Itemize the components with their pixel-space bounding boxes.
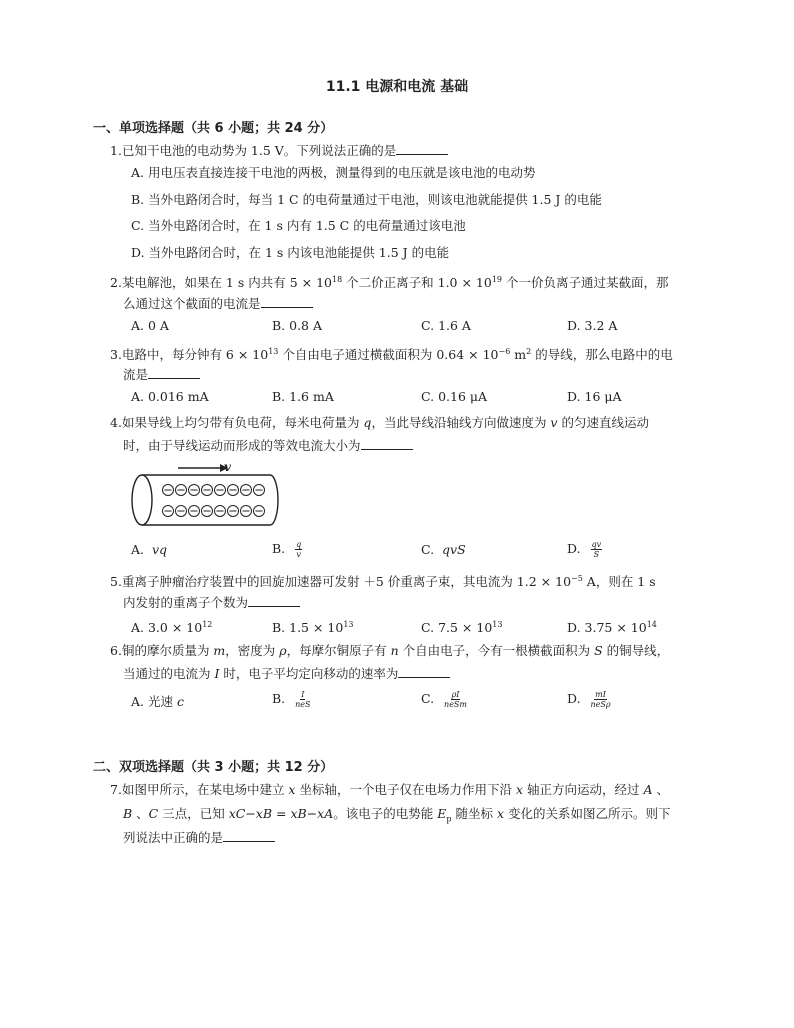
question-3-stem-line2: 流是 — [123, 367, 200, 383]
question-5-stem-line2: 内发射的重离子个数为 — [123, 595, 300, 611]
negative-charges-row-top — [163, 485, 265, 496]
question-7-stem-line2: B 、C 三点，已知 xC−xB = xB−xA。该电子的电势能 $E_p$ 随坐标 x 变化的关系如图乙所示。则下 — [123, 806, 671, 824]
answer-blank — [398, 666, 450, 678]
answer-blank — [248, 595, 300, 607]
question-6-stem: 6.铜的摩尔质量为 m，密度为 ρ，每摩尔铜原子有 n 个自由电子，今有一根横截面积为 S 的铜导线， — [110, 643, 670, 658]
question-5-option-b: B. $1.5 \times 10^{13}$ — [272, 620, 354, 636]
question-1-option-b: B. 当外电路闭合时，每当 1 C 的电荷量通过干电池，则该电池就能提供 1.5 J 的电能 — [131, 192, 602, 207]
question-3-option-a: A. 0.016 mA — [131, 389, 209, 404]
question-4-option-d: D. $\frac{qv}{S}$ — [567, 540, 602, 559]
question-6-stem-line2: 当通过的电流为 I 时，电子平均定向移动的速率为 — [123, 666, 450, 682]
question-3-stem: 3.电路中，每分钟有 $6 \times 10^{13}$ 个自由电子通过横截面积为 $0.64 \times 10^{-6}$ $m^2$ 的导线，那么电路中的电 — [110, 347, 673, 363]
question-5-stem: 5.重离子肿瘤治疗装置中的回旋加速器可发射 ＋5 价重离子束，其电流为 $1.2 \times 10^{-5}$ A，则在 1 s — [110, 574, 656, 590]
question-4-option-b: B. $\frac{q}{v}$ — [272, 540, 302, 559]
question-3-option-b: B. 1.6 mA — [272, 389, 334, 404]
answer-blank — [148, 367, 200, 379]
question-5-option-c: C. $7.5 \times 10^{13}$ — [421, 620, 503, 636]
question-4-option-a: A. vq — [131, 542, 168, 557]
question-3-option-c: C. 0.16 μA — [421, 389, 488, 404]
question-5-option-a: A. $3.0 \times 10^{12}$ — [131, 620, 213, 636]
question-7-stem: 7.如图甲所示，在某电场中建立 x 坐标轴，一个电子仅在电场力作用下沿 x 轴正方向运动，经过 A 、 — [110, 782, 669, 797]
question-1-option-c: C. 当外电路闭合时，在 1 s 内有 1.5 C 的电荷量通过该电池 — [131, 218, 466, 233]
answer-blank — [396, 143, 448, 155]
question-2-option-a: A. 0 A — [131, 318, 169, 333]
question-6-option-b: B. $\frac{I}{\text{neS}}$ — [272, 690, 311, 709]
question-6-option-d: D. $\frac{mI}{\text{neSρ}}$ — [567, 690, 611, 709]
section-heading-double-choice: 二、双项选择题（共 3 小题；共 12 分） — [93, 760, 334, 775]
velocity-label: v — [224, 461, 231, 474]
question-3-option-d: D. 16 μA — [567, 389, 622, 404]
answer-blank — [223, 830, 275, 842]
question-2-option-b: B. 0.8 A — [272, 318, 323, 333]
answer-blank — [261, 296, 313, 308]
wire-cylinder — [132, 475, 278, 525]
question-2-stem-line2: 么通过这个截面的电流是 — [123, 296, 313, 312]
velocity-arrow — [178, 464, 228, 472]
page-title: 11.1 电源和电流 基础 — [325, 79, 469, 95]
section-heading-single-choice: 一、单项选择题（共 6 小题；共 24 分） — [93, 121, 334, 136]
question-1-stem: 1.已知干电池的电动势为 1.5 V。下列说法正确的是 — [110, 143, 448, 159]
question-2-option-c: C. 1.6 A — [421, 318, 471, 333]
question-6-option-a: A. 光速 c — [131, 694, 184, 709]
question-7-stem-line3: 列说法中正确的是 — [123, 830, 275, 846]
answer-blank — [361, 438, 413, 450]
question-1-option-d: D. 当外电路闭合时，在 1 s 内该电池能提供 1.5 J 的电能 — [131, 245, 450, 260]
question-5-option-d: D. $3.75 \times 10^{14}$ — [567, 620, 657, 636]
question-2-option-d: D. 3.2 A — [567, 318, 618, 333]
question-2-stem: 2.某电解池，如果在 1 s 内共有 $5 \times 10^{18}$ 个二价正离子和 $1.0 \times 10^{19}$ 个一价负离子通过某截面，那 — [110, 275, 669, 291]
question-4-stem-line2: 时，由于导线运动而形成的等效电流大小为 — [123, 438, 413, 454]
question-4-stem: 4.如果导线上均匀带有负电荷，每米电荷量为 q，当此导线沿轴线方向做速度为 v 的匀速直线运动 — [110, 415, 649, 430]
question-4-option-c: C. qvS — [421, 542, 466, 557]
question-6-option-c: C. $\frac{\rho I}{\text{neSm}}$ — [421, 690, 467, 709]
charged-wire-figure — [128, 461, 288, 533]
question-1-option-a: A. 用电压表直接连接干电池的两极，测量得到的电压就是该电池的电动势 — [131, 165, 536, 180]
negative-charges-row-bottom — [163, 506, 265, 517]
